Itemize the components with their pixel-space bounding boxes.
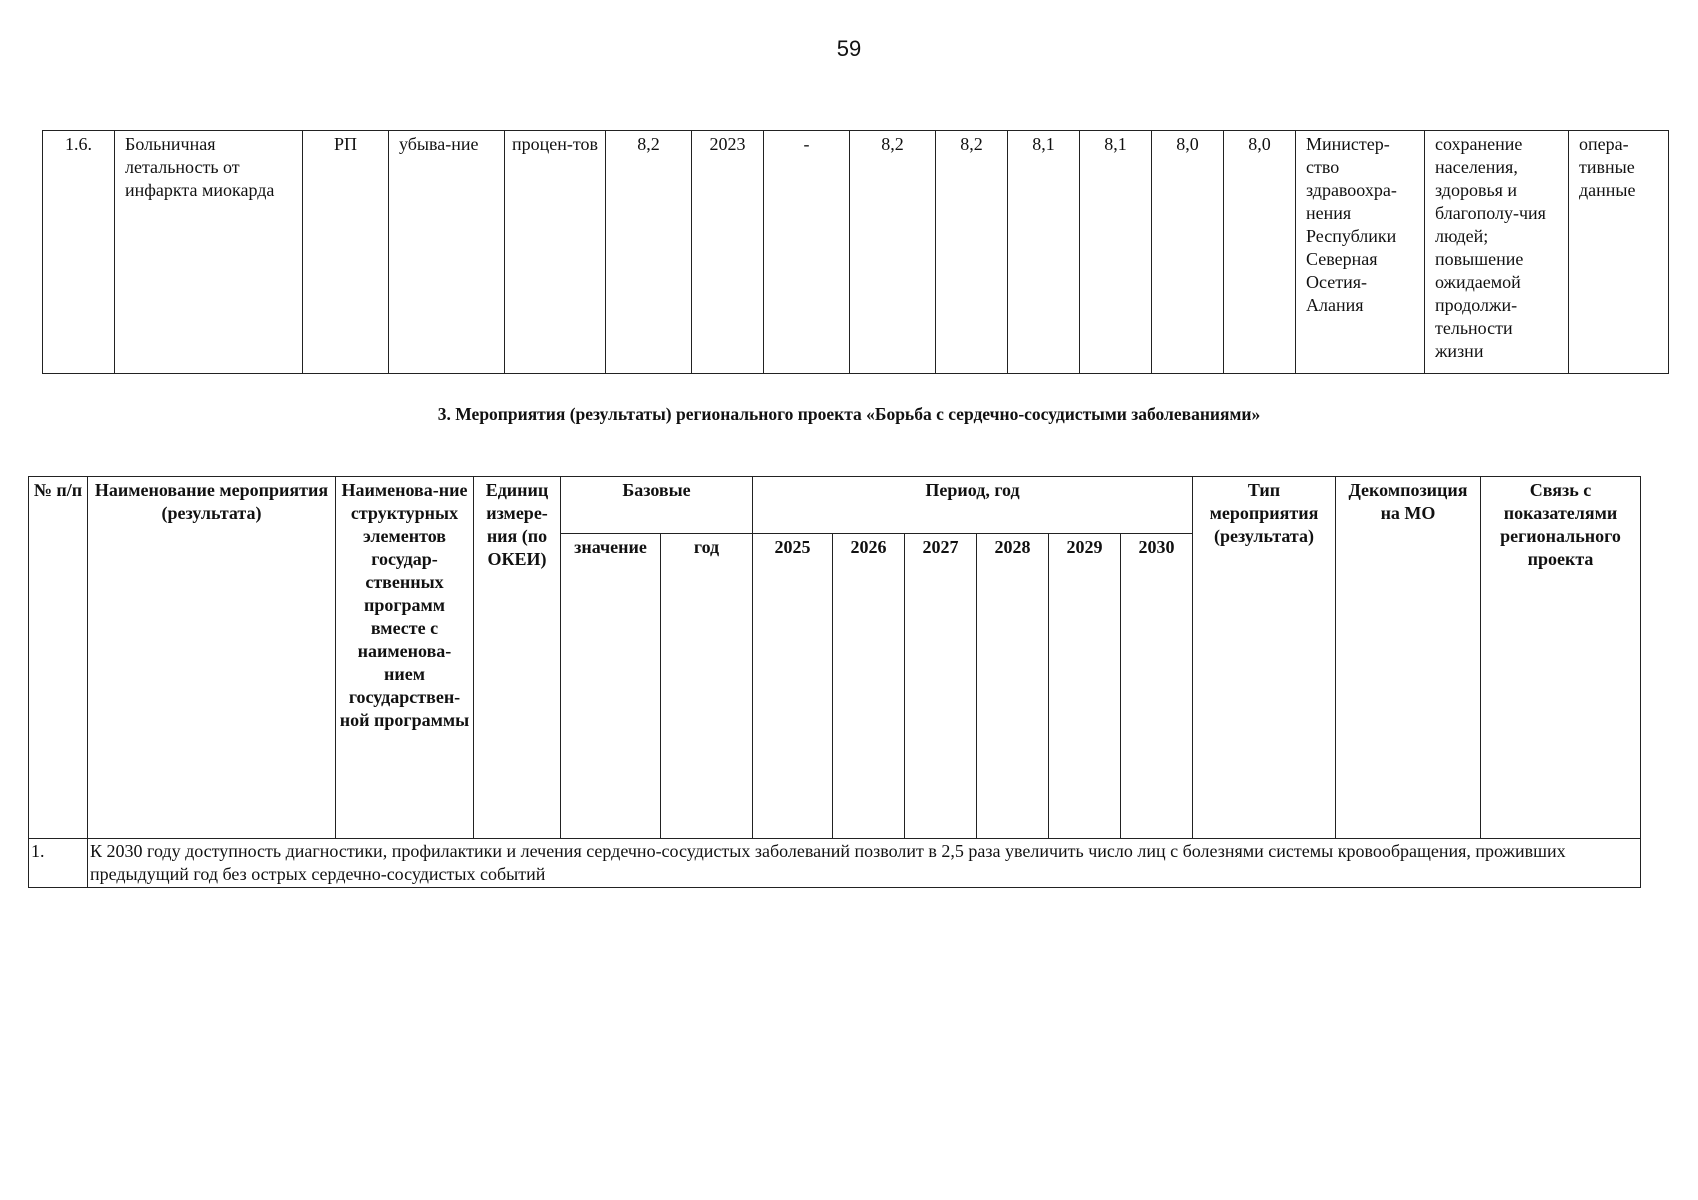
- row-number: 1.6.: [43, 131, 115, 374]
- value-cell: 8,1: [1008, 131, 1080, 374]
- header-unit: Единиц измере-ния (по ОКЕИ): [474, 477, 561, 839]
- header-year: 2025: [753, 534, 833, 839]
- header-year: 2030: [1121, 534, 1193, 839]
- indicator-trend: убыва-ние: [389, 131, 505, 374]
- table-row: [43, 131, 1669, 374]
- header-row: [29, 477, 1641, 534]
- data-source: опера-тивные данные: [1569, 131, 1669, 374]
- value-cell: 8,0: [1224, 131, 1296, 374]
- header-decomposition: Декомпозиция на МО: [1336, 477, 1481, 839]
- indicators-table: [42, 130, 1669, 374]
- goal-link: сохранение населения, здоровья и благополу-чия людей; повышение ожидаемой продолжи-тельности жизни: [1425, 131, 1569, 374]
- header-period: Период, год: [753, 477, 1193, 534]
- indicator-level: РП: [303, 131, 389, 374]
- header-structural-elements: Наименова-ние структурных элементов государ-ственных программ вместе с наименова-нием государствен-ной программы: [336, 477, 474, 839]
- activities-table: [28, 476, 1641, 888]
- responsible-body: Министер-ство здравоохра-нения Республики Северная Осетия-Алания: [1296, 131, 1425, 374]
- row-number: 1.: [29, 839, 88, 888]
- header-num: № п/п: [29, 477, 88, 839]
- header-base-year: год: [661, 534, 753, 839]
- header-activity-name: Наименование мероприятия (результата): [88, 477, 336, 839]
- indicator-unit: процен-тов: [505, 131, 606, 374]
- header-base-value: значение: [561, 534, 661, 839]
- value-cell: 8,1: [1080, 131, 1152, 374]
- table-row: [29, 839, 1641, 888]
- value-cell: 8,0: [1152, 131, 1224, 374]
- header-link-indicators: Связь с показателями регионального проекта: [1481, 477, 1641, 839]
- value-cell: 8,2: [850, 131, 936, 374]
- dash-cell: -: [764, 131, 850, 374]
- section-title: 3. Мероприятия (результаты) регионального проекта «Борьба с сердечно-сосудистыми заболеваниями»: [437, 404, 1261, 424]
- indicator-name: Больничная летальность от инфаркта миокарда: [115, 131, 303, 374]
- header-activity-type: Тип мероприятия (результата): [1193, 477, 1336, 839]
- header-year: 2029: [1049, 534, 1121, 839]
- page-number: 59: [836, 36, 862, 61]
- row-task-text: К 2030 году доступность диагностики, профилактики и лечения сердечно-сосудистых заболеваний позволит в 2,5 раза увеличить число лиц с болезнями системы кровообращения, проживших предыдущий год без острых сердечно-сосудистых событий: [88, 839, 1641, 888]
- header-year: 2027: [905, 534, 977, 839]
- base-value: 8,2: [606, 131, 692, 374]
- header-year: 2028: [977, 534, 1049, 839]
- base-year: 2023: [692, 131, 764, 374]
- header-base: Базовые: [561, 477, 753, 534]
- value-cell: 8,2: [936, 131, 1008, 374]
- header-year: 2026: [833, 534, 905, 839]
